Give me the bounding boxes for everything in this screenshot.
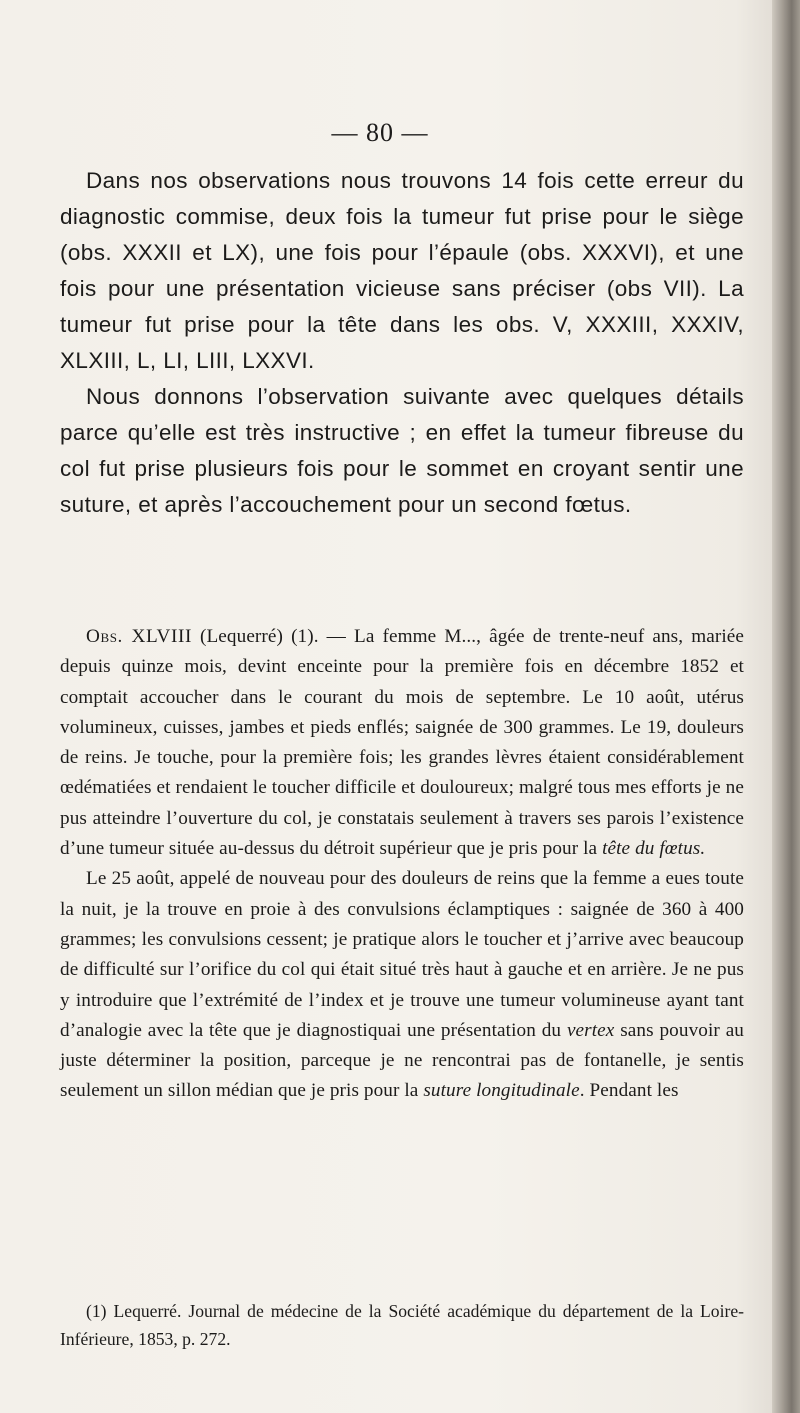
observation-text-part-4: . Pendant les	[579, 1080, 679, 1102]
observation-italic-suture: suture longitudinale	[423, 1080, 580, 1102]
observation-label: Obs. XLVIII	[86, 626, 192, 647]
page-number: — 80 —	[331, 118, 429, 147]
observation-text-part-1: (Lequerré) (1). — La femme M..., âgée de trente-neuf ans, mariée depuis quinze mois, devint enceinte pour la première fois en décembre 1852 et comptait accoucher dans le courant du mois de septembre. Le 10 août, utérus volumineux, cuisses, jambes et pieds enflés; saignée de 300 grammes. Le 19, douleurs de reins. Je touche, pour la première fois; les grandes lèvres étaient considérablement œdématiées et rendaient le toucher difficile et douloureux; malgré tous mes efforts je ne pus atteindre l’ouverture du col, je constatais seulement à travers ses parois l’existence d’une tumeur située au-dessus du détroit supérieur que je pris pour la	[60, 626, 744, 860]
footnote-text: (1) Lequerré. Journal de médecine de la Société académique du département de la Loire-Inférieure, 1853, p. 272.	[60, 1301, 744, 1349]
observation-italic-tete: tête du fœtus.	[602, 838, 706, 860]
main-paragraph-1: Dans nos observations nous trouvons 14 fois cette erreur du diagnostic commise, deux fois la tumeur fut prise pour le siège (obs. XXXII et LX), une fois pour l’épaule (obs. XXXVI), et une fois pour une présentation vicieuse sans préciser (obs VII). La tumeur fut prise pour la tête dans les obs. V, XXXIII, XXXIV, XLXIII, L, LI, LIII, LXXVI.	[60, 168, 744, 373]
main-paragraph-2: Nous donnons l’observation suivante avec quelques détails parce qu’elle est très instructive ; en effet la tumeur fibreuse du col fut prise plusieurs fois pour le sommet en croyant sentir une suture, et après l’accouchement pour un second fœtus.	[60, 384, 744, 517]
footnote	[60, 1297, 744, 1353]
observation-italic-vertex: vertex	[566, 1019, 615, 1041]
observation-text	[60, 622, 744, 1107]
main-text	[60, 163, 744, 523]
observation-text-part-2: Le 25 août, appelé de nouveau pour des douleurs de reins que la femme a eues toute la nuit, je la trouve en proie à des convulsions éclamptiques : saignée de 360 à 400 grammes; les convulsions cessent; je pratique alors le toucher et j’arrive avec beaucoup de difficulté sur l’orifice du col qui était situé très haut à gauche et en arrière. Je ne pus y introduire que l’extrémité de l’index et je trouve une tumeur volumineuse ayant tant d’analogie avec la tête que je diagnostiquai une présentation du	[60, 868, 744, 1041]
observation-text-part-3: sans pouvoir au juste déterminer la position, parceque je ne rencontrai pas de fontanelle, je sentis seulement un sillon médian que je pris pour la	[60, 1019, 744, 1102]
page-binding-edge	[772, 0, 800, 1413]
observation-paragraph-2	[60, 864, 744, 1106]
observation-paragraph-1	[60, 622, 744, 864]
